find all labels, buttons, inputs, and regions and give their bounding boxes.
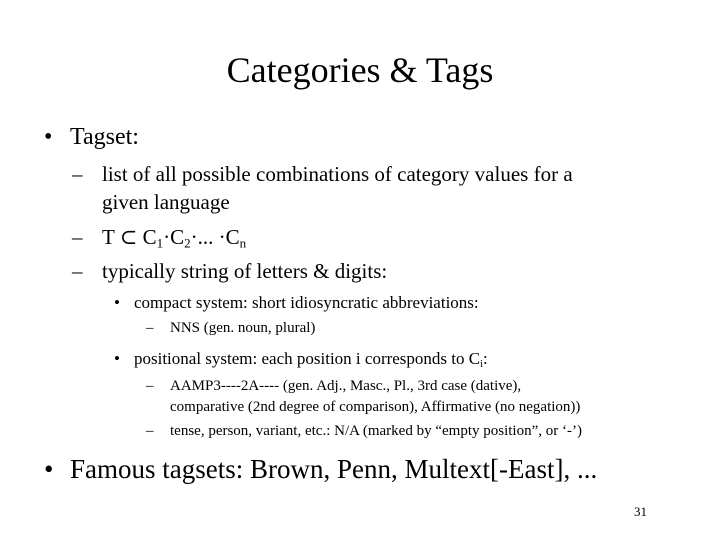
bullet-icon: • [114,293,120,312]
positional-example-empty: tense, person, variant, etc.: N/A (marked by “empty position”, or ‘-’) [170,423,582,439]
tagset-label: Tagset: [70,124,139,150]
dash-icon: – [146,320,154,336]
dash-icon: – [72,162,83,186]
bullet-icon: • [44,454,54,484]
compact-system-example: NNS (gen. noun, plural) [170,320,316,336]
tagset-item-format: typically string of letters & digits: [102,259,388,283]
tagset-item-definition-line2: given language [102,190,230,214]
positional-example-line1: AAMP3----2A---- (gen. Adj., Masc., Pl., 3rd case (dative), [170,378,522,394]
bullet-icon: • [114,349,120,368]
slide-title: Categories & Tags [226,50,494,90]
dash-icon: – [146,378,154,394]
bullet-icon: • [44,124,53,150]
compact-system-label: compact system: short idiosyncratic abbreviations: [134,293,479,312]
page-number: 31 [634,504,647,519]
tagset-formula: T ⊂ $C_1\cdot C_2\cdot$... $\cdot C_n$ [102,225,247,251]
tagset-item-definition-line1: list of all possible combinations of category values for a [102,162,573,186]
dash-icon: – [72,259,83,283]
positional-example-line2: comparative (2nd degree of comparison), Affirmative (no negation)) [170,399,581,415]
positional-system-label: positional system: each position i corresponds to $C_i$: [134,349,488,370]
dash-icon: – [72,225,83,249]
dash-icon: – [146,423,154,439]
famous-tagsets: Famous tagsets: Brown, Penn, Multext[-East], ... [70,454,598,484]
